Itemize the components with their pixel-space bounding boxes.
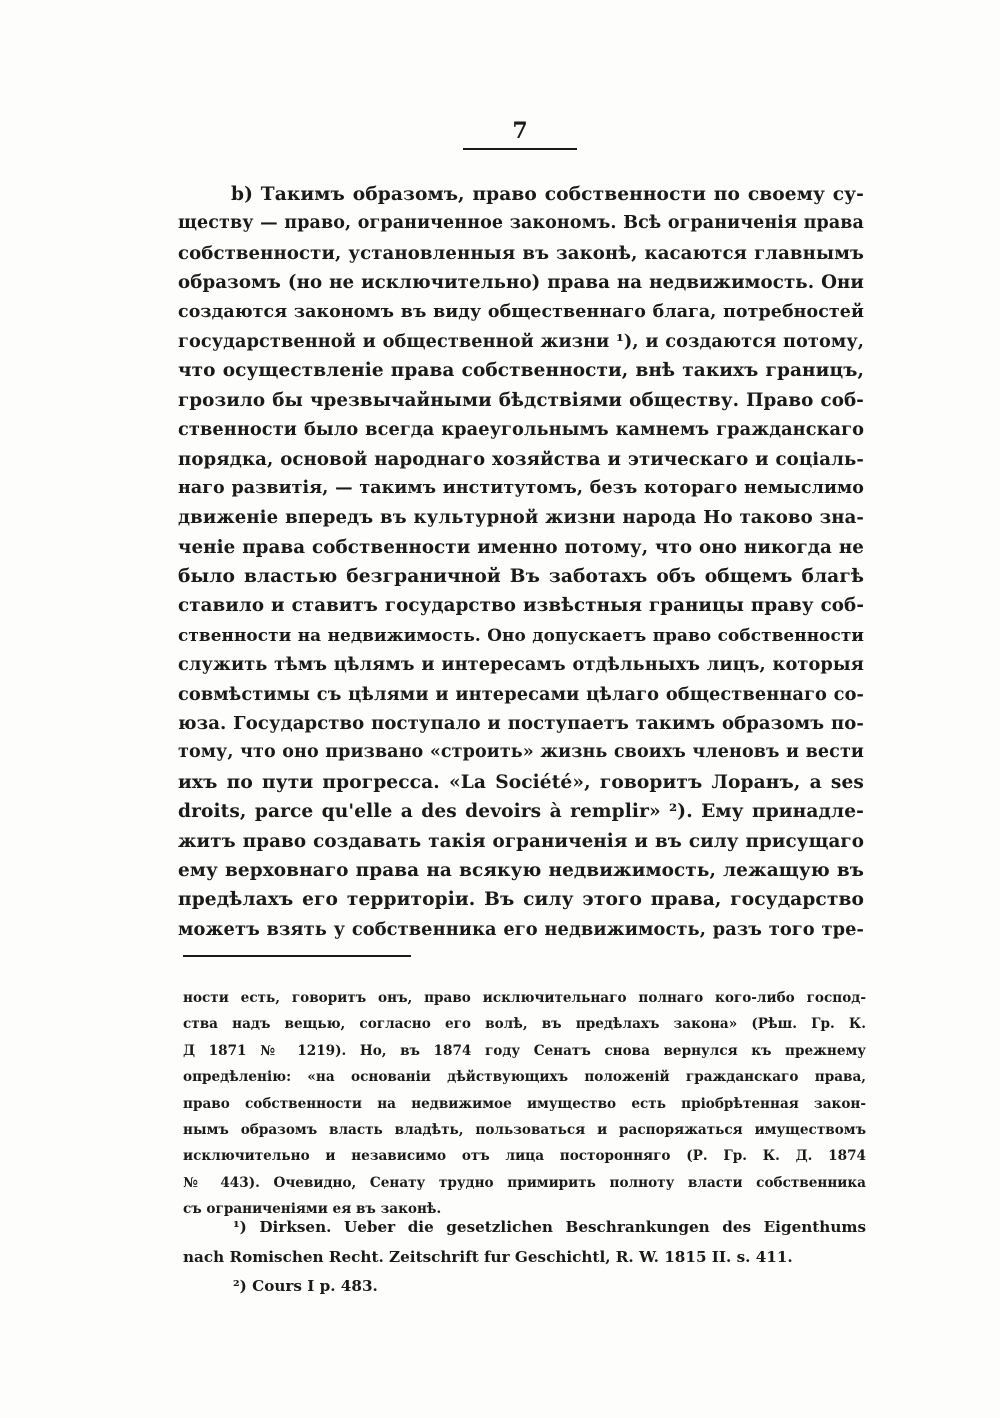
footnote-line: опредѣленію: «на основаніи дѣйствующихъ положеній гражданскаго права, <box>183 1069 866 1086</box>
text-line: государственной и общественной жизни ¹), и создаются потому, <box>178 330 864 352</box>
footnote-line: Д 1871 № 1219). Но, въ 1874 году Сенатъ снова вернулся къ прежнему <box>183 1042 866 1059</box>
text-line: можетъ взять у собственника его недвижимость, разъ того тре- <box>178 918 864 940</box>
text-line: служить тѣмъ цѣлямъ и интересамъ отдѣльныхъ лицъ, которыя <box>178 654 864 676</box>
text-line: житъ право создавать такія ограниченія и въ силу присущаго <box>178 830 864 852</box>
text-line: грозило бы чрезвычайными бѣдствіями обществу. Право соб- <box>178 389 864 411</box>
text-line: предѣлахъ его территоріи. Въ силу этого права, государство <box>178 889 864 911</box>
text-line: движеніе впередъ въ культурной жизни народа Но таково зна- <box>178 507 864 529</box>
footnote-line: право собственности на недвижимое имущество есть пріобрѣтенная закон- <box>183 1095 866 1112</box>
footnote-continuation <box>183 985 866 1223</box>
main-text-body <box>178 180 864 944</box>
page-number-rule <box>463 148 577 150</box>
footnote-2: ²) Cours I p. 483. <box>233 1277 378 1296</box>
text-line: наго развитія, — такимъ институтомъ, безъ котораго немыслимо <box>178 477 864 498</box>
footnote-line: исключительно и независимо отъ лица посторонняго (Р. Гр. К. Д. 1874 <box>183 1148 866 1165</box>
footnote-line: ности есть, говоритъ онъ, право исключительнаго полнаго кого-либо господ- <box>183 990 866 1006</box>
text-line: ихъ по пути прогресса. «La Société», говоритъ Лоранъ, a ses <box>178 771 864 793</box>
text-line: что осуществленіе права собственности, внѣ такихъ границъ, <box>178 360 864 382</box>
text-line: собственности, установленныя въ законѣ, касаются главнымъ <box>178 242 864 264</box>
footnote-line: № 443). Очевидно, Сенату трудно примирить полноту власти собственника <box>183 1174 866 1191</box>
page-number: 7 <box>512 118 528 144</box>
text-line: ществу — право, ограниченное закономъ. Всѣ ограниченія права <box>178 213 864 234</box>
text-line: b) Такимъ образомъ, право собственности по своему су- <box>231 184 864 205</box>
text-line: droits, parce qu'elle a des devoirs à remplir» ²). Ему принадле- <box>178 801 864 823</box>
text-line: создаются закономъ въ виду общественнаго блага, потребностей <box>178 301 864 322</box>
footnotes-list <box>183 1213 866 1302</box>
footnote-1: ¹) Dirksen. Ueber die gesetzlichen Beschrankungen des Eigenthums <box>233 1218 866 1236</box>
text-line: совмѣстимы съ цѣлями и интересами цѣлаго общественнаго со- <box>178 683 864 705</box>
footnote-1-continuation: nach Romischen Recht. Zeitschrift fur Geschichtl, R. W. 1815 II. s. 411. <box>183 1247 793 1266</box>
text-line: ственности было всегда краеугольнымъ камнемъ гражданскаго <box>178 419 864 441</box>
text-line: было властью безграничной Въ заботахъ объ общемъ благѣ <box>178 566 864 588</box>
text-line: ставило и ставитъ государство извѣстныя границы праву соб- <box>178 595 864 617</box>
text-line: юза. Государство поступало и поступаетъ такимъ образомъ по- <box>178 713 864 735</box>
footnote-line: ства надъ вещью, согласно его волѣ, въ предѣлахъ закона» (Рѣш. Гр. К. <box>183 1016 866 1033</box>
text-line: ственности на недвижимость. Оно допускаетъ право собственности <box>178 624 864 645</box>
footnote-separator <box>183 955 411 957</box>
text-line: ему верховнаго права на всякую недвижимость, лежащую въ <box>178 859 864 881</box>
footnote-line: съ ограниченіями ея въ законѣ. <box>183 1201 442 1218</box>
text-line: порядка, основой народнаго хозяйства и этическаго и соціаль- <box>178 448 864 470</box>
footnote-line: нымъ образомъ власть владѣть, пользоваться и распоряжаться имуществомъ <box>183 1121 866 1138</box>
text-line: тому, что оно призвано «строить» жизнь своихъ членовъ и вести <box>178 742 864 763</box>
text-line: ченіе права собственности именно потому, что оно никогда не <box>178 536 864 558</box>
text-line: образомъ (но не исключительно) права на недвижимость. Они <box>178 272 864 294</box>
